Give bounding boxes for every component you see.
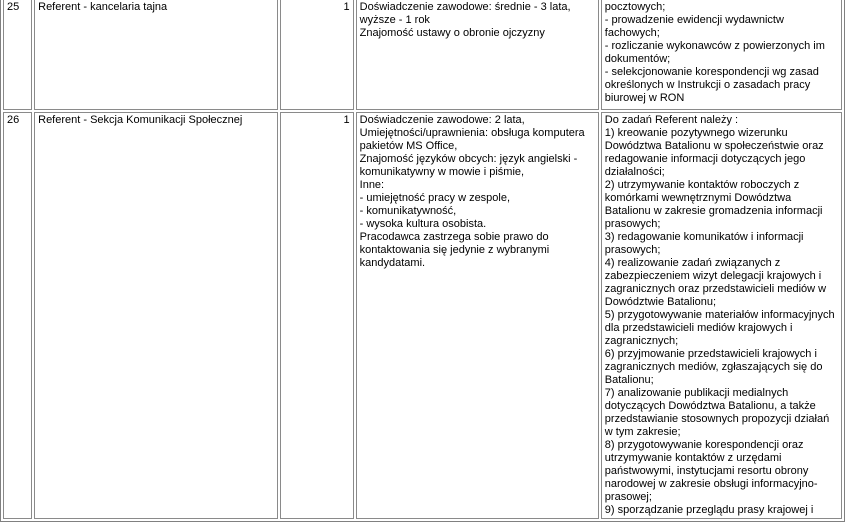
- requirement-line: Pracodawca zastrzega sobie prawo do kontaktowania się jedynie z wybranymi kandydatami.: [359, 231, 550, 269]
- task-line: 8) przygotowywanie korespondencji oraz utrzymywanie kontaktów z urzędami państwowymi, instytucjami resortu obrony narodowej w zakresie obsługi informacyjno-prasowej;: [604, 439, 818, 503]
- task-line: - prowadzenie ewidencji wydawnictw fachowych;: [604, 14, 784, 39]
- row-number: 25: [3, 0, 32, 110]
- task-line: Do zadań Referent należy :: [604, 114, 739, 126]
- requirement-line: Znajomość języków obcych: język angielski - komunikatywny w mowie i piśmie,: [359, 153, 578, 178]
- task-line: 9) sporządzanie przeglądu prasy krajowej i: [604, 504, 814, 516]
- table-row: [3, 0, 842, 110]
- requirements-cell: [356, 112, 599, 519]
- task-line: 2) utrzymywanie kontaktów roboczych z komórkami wewnętrznymi Dowództwa Batalionu w zakresie gromadzenia informacji prasowych;: [604, 179, 823, 230]
- requirement-line: wyższe - 1 rok: [359, 14, 430, 26]
- tasks-cell: [601, 0, 842, 110]
- requirement-line: Inne:: [359, 179, 385, 191]
- tasks-cell: [601, 112, 842, 519]
- requirement-line: - komunikatywność,: [359, 205, 457, 217]
- position-count: 1: [280, 112, 353, 519]
- row-number: 26: [3, 112, 32, 519]
- task-line: 1) kreowanie pozytywnego wizerunku Dowództwa Batalionu w społeczeństwie oraz redagowanie informacji dotyczących jego działalności;: [604, 127, 824, 178]
- task-line: 4) realizowanie zadań związanych z zabezpieczeniem wizyt delegacji krajowych i zagranicznych oraz przedstawicieli mediów w Dowództwie Batalionu;: [604, 257, 827, 308]
- requirement-line: - wysoka kultura osobista.: [359, 218, 487, 230]
- task-line: 3) redagowanie komunikatów i informacji prasowych;: [604, 231, 804, 256]
- requirement-line: Doświadczenie zawodowe: średnie - 3 lata,: [359, 1, 571, 13]
- requirement-line: Znajomość ustawy o obronie ojczyzny: [359, 27, 545, 39]
- task-line: pocztowych;: [604, 1, 666, 13]
- task-line: 5) przygotowywanie materiałów informacyjnych dla przedstawicieli mediów krajowych i zagranicznych;: [604, 309, 835, 347]
- task-line: - rozliczanie wykonawców z powierzonych im dokumentów;: [604, 40, 825, 65]
- table-row: [3, 112, 842, 519]
- task-line: 7) analizowanie publikacji medialnych dotyczących Dowództwa Batalionu, a także przedstawianie stosownych propozycji działań w tym zakresie;: [604, 387, 830, 438]
- requirement-line: - umiejętność pracy w zespole,: [359, 192, 511, 204]
- requirement-line: Doświadczenie zawodowe: 2 lata,: [359, 114, 525, 126]
- position-title: Referent - kancelaria tajna: [34, 0, 278, 110]
- task-line: 6) przyjmowanie przedstawicieli krajowych i zagranicznych mediów, zgłaszających się do Batalionu;: [604, 348, 823, 386]
- task-line: - selekcjonowanie korespondencji wg zasad określonych w Instrukcji o zasadach pracy biurowej w RON: [604, 66, 819, 104]
- requirements-cell: [356, 0, 599, 110]
- position-title: Referent - Sekcja Komunikacji Społecznej: [34, 112, 278, 519]
- position-count: 1: [280, 0, 353, 110]
- requirement-line: Umiejętności/uprawnienia: obsługa komputera pakietów MS Office,: [359, 127, 585, 152]
